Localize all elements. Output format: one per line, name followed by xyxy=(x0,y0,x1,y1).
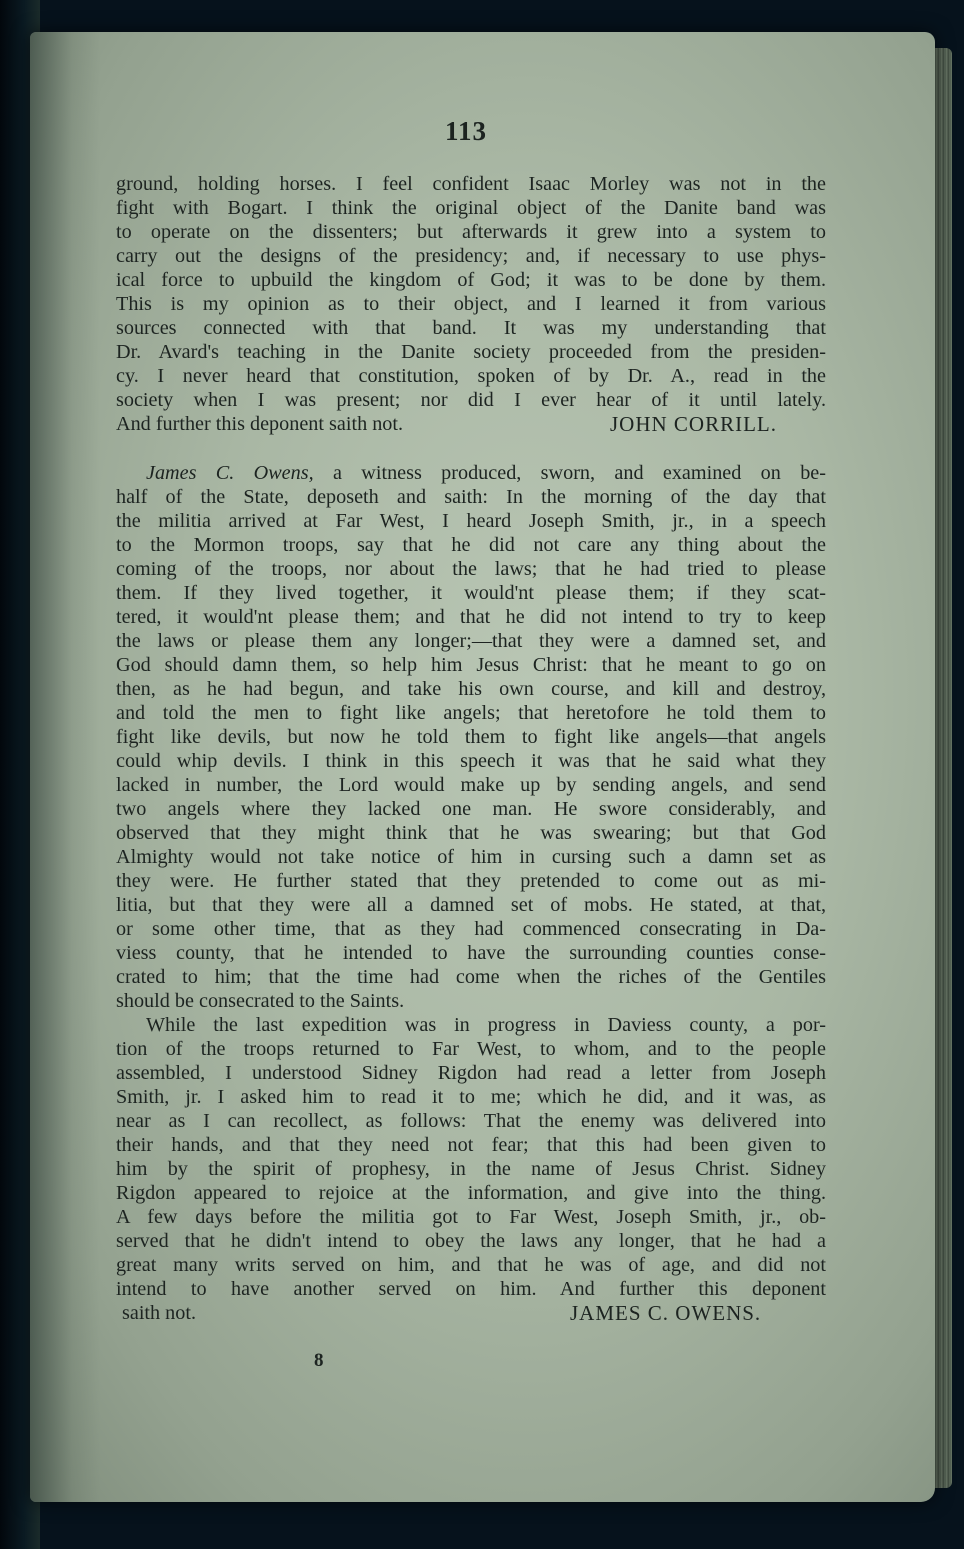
text-line: tion of the troops returned to Far West, to whom, and to the people xyxy=(116,1038,826,1060)
text-line: them. If they lived together, it would'nt please them; if they scat- xyxy=(116,582,826,604)
text-line: great many writs served on him, and that he was of age, and did not xyxy=(116,1254,826,1276)
text-line: lacked in number, the Lord would make up by sending angels, and send xyxy=(116,774,826,796)
page-gutter-shadow xyxy=(30,32,100,1502)
text-line: A few days before the militia got to Far West, Joseph Smith, jr., ob- xyxy=(116,1206,826,1228)
text-line: served that he didn't intend to obey the laws any longer, that he had a xyxy=(116,1230,826,1252)
text-line: to operate on the dissenters; but afterwards it grew into a system to xyxy=(116,221,826,243)
text-line: two angels where they lacked one man. He swore considerably, and xyxy=(116,798,826,820)
text-line: coming of the troops, nor about the laws; that he had tried to please xyxy=(116,558,826,580)
page-number: 113 xyxy=(445,116,488,146)
signature-john-corrill: JOHN CORRILL. xyxy=(610,412,778,436)
text-line: fight with Bogart. I think the original object of the Danite band was xyxy=(116,197,826,219)
text-line: carry out the designs of the presidency; and, if necessary to use phys- xyxy=(116,245,826,267)
text-line: the laws or please them any longer;—that they were a damned set, and xyxy=(116,630,826,652)
text-line: saith not. xyxy=(122,1302,197,1324)
text-line: they were. He further stated that they pretended to come out as mi- xyxy=(116,870,826,892)
text-line: to the Mormon troops, say that he did not care any thing about the xyxy=(116,534,826,556)
text-line: litia, but that they were all a damned set of mobs. He stated, at that, xyxy=(116,894,826,916)
text-line: ical force to upbuild the kingdom of God; it was to be done by them. xyxy=(116,269,826,291)
text-line xyxy=(146,461,826,485)
text-line: crated to him; that the time had come when the riches of the Gentiles xyxy=(116,966,826,988)
signature-james-owens: JAMES C. OWENS. xyxy=(570,1301,762,1325)
text-line: or some other time, that as they had commenced consecrating in Da- xyxy=(116,918,826,940)
text-line: And further this deponent saith not. xyxy=(116,413,404,435)
text-line: fight like devils, but now he told them to fight like angels—that angels xyxy=(116,726,826,748)
text-line: This is my opinion as to their object, and I learned it from various xyxy=(116,293,826,315)
text-line: Almighty would not take notice of him in cursing such a damn set as xyxy=(116,846,826,868)
text-line: sources connected with that band. It was my understanding that xyxy=(116,317,826,339)
text-line: could whip devils. I think in this speech it was that he said what they xyxy=(116,750,826,772)
text-line: While the last expedition was in progress in Daviess county, a por- xyxy=(146,1014,826,1036)
text-line-rest: a witness produced, sworn, and examined on be- xyxy=(313,462,826,484)
text-line: observed that they might think that he was swearing; but that God xyxy=(116,822,826,844)
printer-signature-mark: 8 xyxy=(314,1350,324,1371)
text-line: their hands, and that they need not fear; that this had been given to xyxy=(116,1134,826,1156)
text-line: society when I was present; nor did I ever hear of it until lately. xyxy=(116,389,826,411)
text-line: ground, holding horses. I feel confident Isaac Morley was not in the xyxy=(116,173,826,195)
text-line: the militia arrived at Far West, I heard Joseph Smith, jr., in a speech xyxy=(116,510,826,532)
text-line: should be consecrated to the Saints. xyxy=(116,990,405,1012)
text-line: half of the State, deposeth and saith: In the morning of the day that xyxy=(116,486,826,508)
text-line: cy. I never heard that constitution, spoken of by Dr. A., read in the xyxy=(116,365,826,387)
text-line: and told the men to fight like angels; that heretofore he told them to xyxy=(116,702,826,724)
text-line: Smith, jr. I asked him to read it to me; which he did, and it was, as xyxy=(116,1086,826,1108)
text-line: Dr. Avard's teaching in the Danite society proceeded from the presiden- xyxy=(116,341,826,363)
text-line: then, as he had begun, and take his own course, and kill and destroy, xyxy=(116,678,826,700)
text-line: God should damn them, so help him Jesus Christ: that he meant to go on xyxy=(116,654,826,676)
text-line: assembled, I understood Sidney Rigdon had read a letter from Joseph xyxy=(116,1062,826,1084)
text-line: intend to have another served on him. And further this deponent xyxy=(116,1278,826,1300)
text-line: tered, it would'nt please them; and that he did not intend to try to keep xyxy=(116,606,826,628)
text-line: him by the spirit of prophesy, in the name of Jesus Christ. Sidney xyxy=(116,1158,826,1180)
text-line: viess county, that he intended to have the surrounding counties conse- xyxy=(116,942,826,964)
witness-name: James C. Owens, xyxy=(146,462,314,484)
text-line: Rigdon appeared to rejoice at the information, and give into the thing. xyxy=(116,1182,826,1204)
text-line: near as I can recollect, as follows: That the enemy was delivered into xyxy=(116,1110,826,1132)
